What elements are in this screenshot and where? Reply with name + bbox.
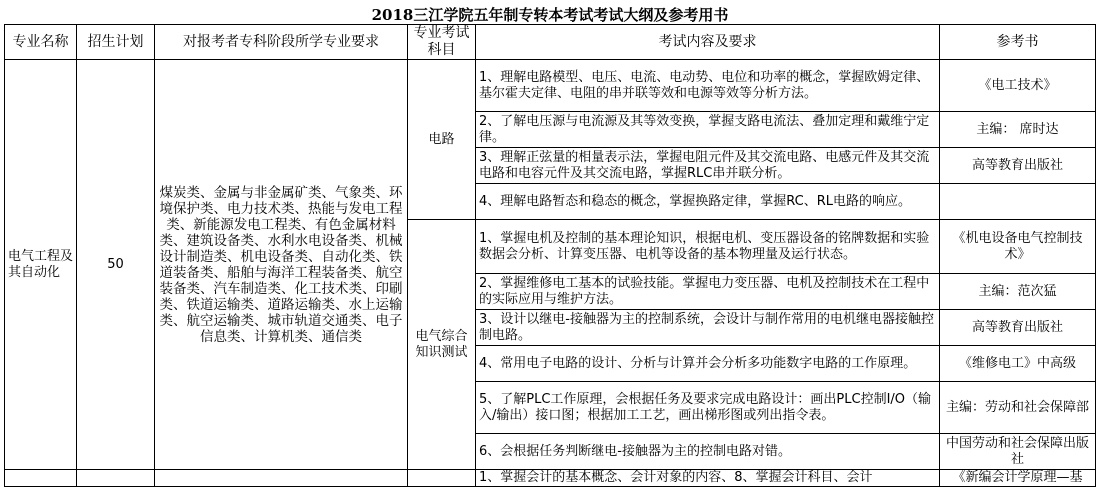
prerequisite-cell	[155, 470, 408, 487]
page-title: 2018三江学院五年制专转本考试考试大纲及参考用书	[5, 6, 1096, 25]
content-cell: 3、设计以继电-接触器为主的控制系统，会设计与制作常用的电机继电器接触控制电路。	[476, 310, 940, 346]
subject-cell: 电路	[408, 60, 476, 220]
header-row	[5, 25, 1096, 60]
table-row	[5, 470, 1096, 487]
reference-cell: 主编： 席时达	[940, 112, 1096, 148]
content-cell: 1、掌握电机及控制的基本理论知识，根据电机、变压器设备的铭牌数据和实验数据会分析、计算变压器、电机等设备的基本物理量及运行状态。	[476, 220, 940, 274]
major-name-cell	[5, 470, 77, 487]
header-content: 考试内容及要求	[476, 25, 940, 60]
content-cell: 1、理解电路模型、电压、电流、电动势、电位和功率的概念，掌握欧姆定律、基尔霍夫定律、电阻的串并联等效和电源等效等分析方法。	[476, 60, 940, 112]
reference-cell: 主编：劳动和社会保障部	[940, 382, 1096, 434]
syllabus-table	[4, 6, 1096, 487]
content-cell: 1、掌握会计的基本概念、会计对象的内容、8、掌握会计科目、会计	[476, 470, 940, 487]
reference-cell: 《维修电工》中高级	[940, 346, 1096, 382]
reference-cell: 主编：范次猛	[940, 274, 1096, 310]
header-enrollment-plan: 招生计划	[77, 25, 155, 60]
header-major-name: 专业名称	[5, 25, 77, 60]
reference-cell: 高等教育出版社	[940, 148, 1096, 184]
table-row	[5, 60, 1096, 112]
reference-cell	[940, 184, 1096, 220]
header-prerequisite: 对报考者专科阶段所学专业要求	[155, 25, 408, 60]
subject-cell	[408, 470, 476, 487]
header-reference: 参考书	[940, 25, 1096, 60]
subject-cell: 电气综合知识测试	[408, 220, 476, 470]
header-subject: 专业考试科目	[408, 25, 476, 60]
prerequisite-cell: 煤炭类、金属与非金属矿类、气象类、环境保护类、电力技术类、热能与发电工程类、新能源发电工程类、有色金属材料类、建筑设备类、水利水电设备类、机械设计制造类、机电设备类、自动化类、铁道装备类、船舶与海洋工程装备类、航空装备类、汽车制造类、化工技术类、印刷类、铁道运输类、道路运输类、水上运输类、航空运输类、城市轨道交通类、电子信息类、计算机类、通信类	[155, 60, 408, 470]
content-cell: 2、掌握维修电工基本的试验技能。掌握电力变压器、电机及控制技术在工程中的实际应用与维护方法。	[476, 274, 940, 310]
content-cell: 4、常用电子电路的设计、分析与计算并会分析多功能数字电路的工作原理。	[476, 346, 940, 382]
content-cell: 5、了解PLC工作原理，会根据任务及要求完成电路设计：画出PLC控制I/O（输入/输出）接口图；根据加工工艺，画出梯形图或列出指令表。	[476, 382, 940, 434]
enrollment-plan-cell: 50	[77, 60, 155, 470]
reference-cell: 中国劳动和社会保障出版社	[940, 434, 1096, 470]
enrollment-plan-cell	[77, 470, 155, 487]
reference-cell: 《电工技术》	[940, 60, 1096, 112]
reference-cell: 《新编会计学原理—基	[940, 470, 1096, 487]
content-cell: 2、了解电压源与电流源及其等效变换，掌握支路电流法、叠加定理和戴维宁定律。	[476, 112, 940, 148]
content-cell: 3、理解正弦量的相量表示法，掌握电阻元件及其交流电路、电感元件及其交流电路和电容元件及其交流电路，掌握RLC串并联分析。	[476, 148, 940, 184]
reference-cell: 高等教育出版社	[940, 310, 1096, 346]
content-cell: 4、理解电路暂态和稳态的概念，掌握换路定律，掌握RC、RL电路的响应。	[476, 184, 940, 220]
reference-cell: 《机电设备电气控制技术》	[940, 220, 1096, 274]
content-cell: 6、会根据任务判断继电-接触器为主的控制电路对错。	[476, 434, 940, 470]
major-name-cell: 电气工程及其自动化	[5, 60, 77, 470]
